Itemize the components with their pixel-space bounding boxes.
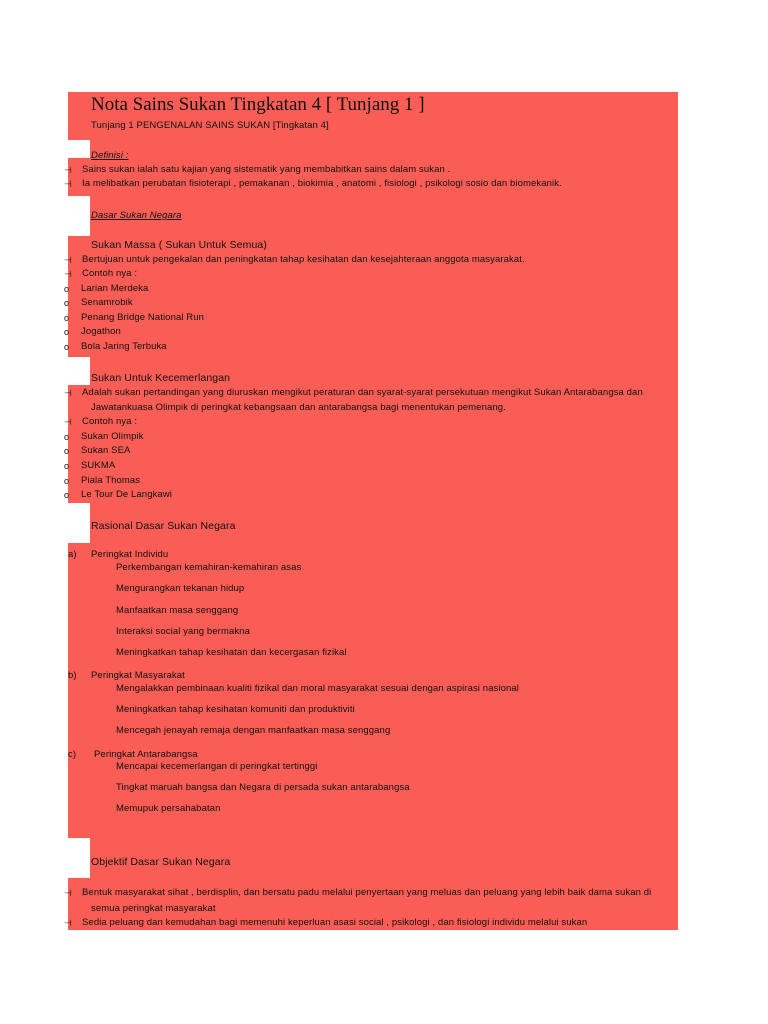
- example-item: Piala Thomas: [81, 475, 141, 486]
- example-item: Bola Jaring Terbuka: [81, 341, 167, 352]
- arrow-bullet-icon: ⊣: [64, 165, 72, 175]
- arrow-bullet-icon: ⊣: [64, 918, 72, 928]
- arrow-bullet-icon: ⊣: [64, 388, 72, 398]
- rasional-c-item: Mencapai kecemerlangan di peringkat tertinggi: [116, 761, 318, 772]
- margin-gap: [68, 357, 90, 385]
- rasional-a-label: Peringkat Individu: [91, 549, 169, 560]
- example-item: Larian Merdeka: [81, 283, 149, 294]
- rasional-a-item: Mengurangkan tekanan hidup: [116, 583, 245, 594]
- objektif-item: Bentuk masyarakat sihat , berdisplin, dan bersatu padu melalui penyertaan yang meluas dan peluang yang lebih baik dama sukan di: [82, 887, 652, 898]
- margin-gap: [68, 196, 90, 236]
- margin-gap: [68, 503, 90, 543]
- rasional-b-label: Peringkat Masyarakat: [91, 670, 185, 681]
- example-item: Penang Bridge National Run: [81, 312, 205, 323]
- rasional-b-item: Mengalakkan pembinaan kualiti fizikal dan moral masyarakat sesuai dengan aspirasi nasional: [116, 683, 519, 694]
- rasional-a-item: Perkembangan kemahiran-kemahiran asas: [116, 562, 302, 573]
- rasional-heading: Rasional Dasar Sukan Negara: [91, 520, 236, 532]
- definisi-item: Sains sukan ialah satu kajian yang sistematik yang membabitkan sains dalam sukan .: [82, 164, 451, 175]
- arrow-bullet-icon: ⊣: [64, 417, 72, 427]
- objektif-item-cont: semua peringkat masyarakat: [91, 903, 216, 914]
- sukan-massa-item: Bertujuan untuk pengekalan dan peningkatan tahap kesihatan dan kesejahteraan anggota masyarakat.: [82, 254, 525, 265]
- kecemerlangan-item: Contoh nya :: [82, 416, 138, 427]
- example-item: Senamrobik: [81, 297, 133, 308]
- document-title: Nota Sains Sukan Tingkatan 4 [ Tunjang 1 ]: [91, 94, 425, 115]
- definisi-heading: Definisi :: [91, 150, 129, 161]
- kecemerlangan-heading: Sukan Untuk Kecemerlangan: [91, 372, 231, 384]
- objektif-item: Sedia peluang dan kemudahan bagi memenuhi keperluan asasi social , psikologi , dan fisiologi individu melalui sukan: [82, 917, 588, 928]
- kecemerlangan-item-cont: Jawatankuasa Olimpik di peringkat kebangsaan dan antarabangsa bagi menentukan pemenang.: [91, 402, 506, 413]
- rasional-a-item: Interaksi social yang bermakna: [116, 626, 250, 637]
- arrow-bullet-icon: ⊣: [64, 179, 72, 189]
- example-item: Le Tour De Langkawi: [81, 489, 172, 500]
- margin-gap: [68, 140, 90, 158]
- list-marker: b): [68, 670, 77, 681]
- arrow-bullet-icon: ⊣: [64, 255, 72, 265]
- circle-bullet-icon: o: [64, 342, 70, 352]
- arrow-bullet-icon: ⊣: [64, 269, 72, 279]
- arrow-bullet-icon: ⊣: [64, 888, 72, 898]
- rasional-b-item: Mencegah jenayah remaja dengan manfaatkan masa senggang: [116, 725, 391, 736]
- list-marker: a): [68, 549, 77, 560]
- example-item: Sukan Olimpik: [81, 431, 144, 442]
- rasional-a-item: Manfaatkan masa senggang: [116, 605, 239, 616]
- circle-bullet-icon: o: [64, 298, 70, 308]
- circle-bullet-icon: o: [64, 490, 70, 500]
- circle-bullet-icon: o: [64, 327, 70, 337]
- rasional-c-item: Tingkat maruah bangsa dan Negara di persada sukan antarabangsa: [116, 782, 410, 793]
- margin-gap: [68, 838, 90, 878]
- document-subtitle: Tunjang 1 PENGENALAN SAINS SUKAN [Tingkatan 4]: [91, 120, 329, 131]
- kecemerlangan-item: Adalah sukan pertandingan yang diuruskan mengikut peraturan dan syarat-syarat persekutuan mengikut Sukan Antarabangsa dan: [82, 387, 643, 398]
- rasional-c-item: Memupuk persahabatan: [116, 803, 221, 814]
- objektif-heading: Objektif Dasar Sukan Negara: [91, 856, 231, 868]
- example-item: Sukan SEA: [81, 445, 131, 456]
- rasional-b-item: Meningkatkan tahap kesihatan komuniti dan produktiviti: [116, 704, 355, 715]
- list-marker: c): [68, 749, 77, 760]
- sukan-massa-item: Contoh nya :: [82, 268, 138, 279]
- example-item: SUKMA: [81, 460, 116, 471]
- rasional-a-item: Meningkatkan tahap kesihatan dan kecergasan fizikal: [116, 647, 347, 658]
- definisi-item: Ia melibatkan perubatan fisioterapi , pemakanan , biokimia , anatomi , fisiologi , psikologi sosio dan biomekanik.: [82, 178, 562, 189]
- circle-bullet-icon: o: [64, 432, 70, 442]
- circle-bullet-icon: o: [64, 476, 70, 486]
- sukan-massa-heading: Sukan Massa ( Sukan Untuk Semua): [91, 239, 267, 251]
- circle-bullet-icon: o: [64, 313, 70, 323]
- rasional-c-label: Peringkat Antarabangsa: [94, 749, 198, 760]
- example-item: Jogathon: [81, 326, 121, 337]
- circle-bullet-icon: o: [64, 284, 70, 294]
- circle-bullet-icon: o: [64, 446, 70, 456]
- circle-bullet-icon: o: [64, 461, 70, 471]
- dasar-heading: Dasar Sukan Negara: [91, 210, 182, 221]
